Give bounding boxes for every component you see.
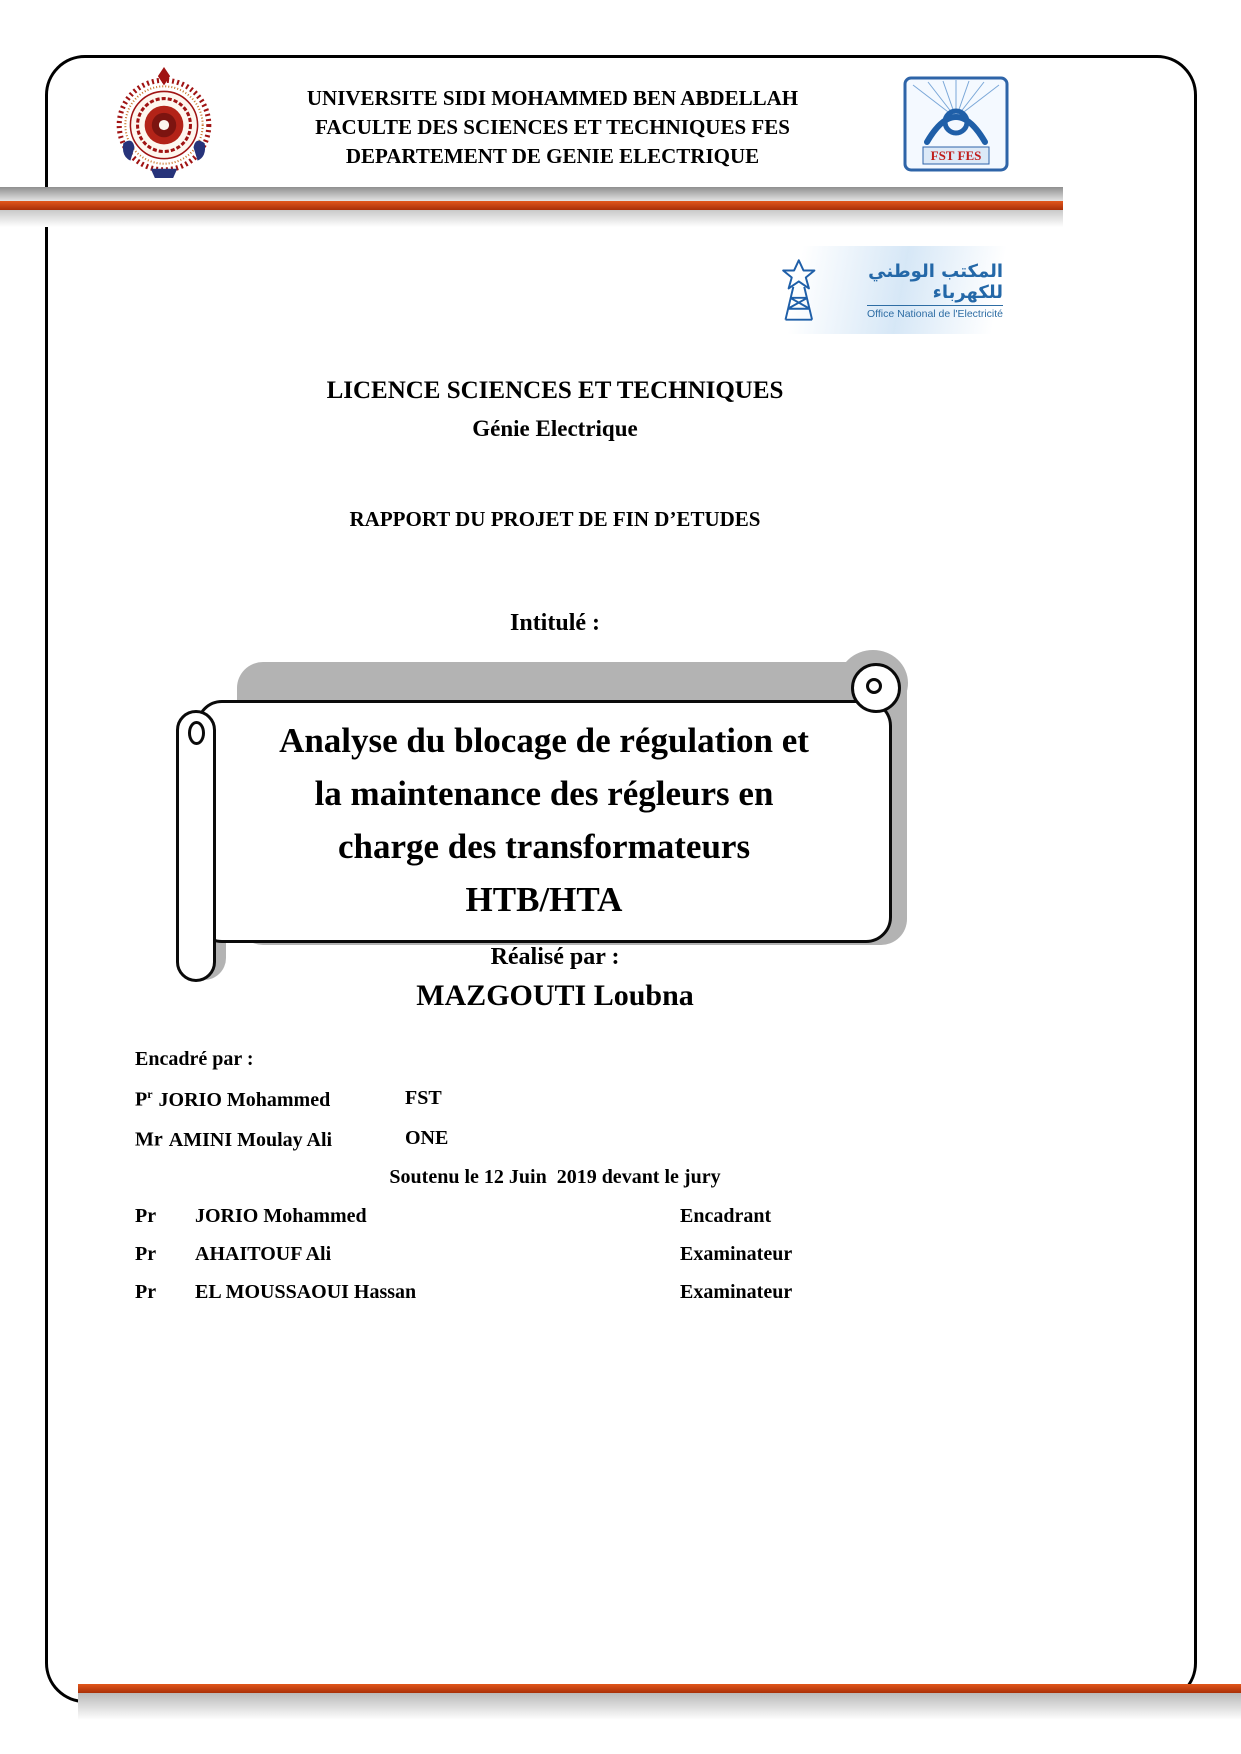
supervisor-name: $P^r$ JORIO Mohammed	[135, 1087, 331, 1111]
title-line3: charge des transformateurs	[337, 827, 751, 866]
one-logo	[763, 246, 1013, 334]
supervisor-row	[135, 1127, 915, 1152]
supervisor-org: FST	[405, 1087, 442, 1109]
fst-fes-logo-icon	[903, 76, 1009, 177]
jury-member-name: AHAITOUF Ali	[195, 1243, 332, 1265]
author-name: MAZGOUTI Loubna	[416, 979, 694, 1012]
superscript: r	[147, 1087, 153, 1101]
report-title	[199, 703, 889, 926]
title-line4: HTB/HTA	[465, 880, 623, 919]
one-logo-text	[833, 261, 1003, 320]
jury-member-role: Encadrant	[680, 1205, 772, 1227]
jury-member-title: Pr	[135, 1205, 157, 1227]
decorative-band-top	[0, 187, 1063, 227]
realise-par-label: Réalisé par :	[490, 944, 620, 970]
university-name: UNIVERSITE SIDI MOHAMMED BEN ABDELLAH	[306, 86, 799, 110]
electric-pylon-star-icon	[773, 249, 825, 331]
program-line1: LICENCE SCIENCES ET TECHNIQUES	[326, 377, 784, 404]
encadre-par-label: Encadré par :	[135, 1048, 254, 1070]
title-line2: la maintenance des régleurs en	[314, 774, 774, 813]
institution-header	[230, 84, 875, 171]
faculty-name: FACULTE DES SCIENCES ET TECHNIQUES FES	[315, 115, 790, 139]
program-block	[70, 372, 1040, 448]
fst-logo-label: FST FES	[930, 148, 982, 163]
supervisor-name: Mr AMINI Moulay Ali	[135, 1128, 333, 1151]
title-line1: Analyse du blocage de régulation et	[279, 721, 809, 760]
department-name: DEPARTEMENT DE GENIE ELECTRIQUE	[345, 144, 760, 168]
jury-row	[135, 1243, 1065, 1266]
scroll-top-right-curl-eye	[866, 678, 882, 694]
supervisor-row	[135, 1087, 915, 1112]
scroll-left-roll-eye	[188, 721, 205, 745]
one-arabic-name: المكتب الوطني للكهرباء	[868, 260, 1003, 303]
university-seal-icon	[113, 66, 215, 185]
jury-row	[135, 1205, 1065, 1228]
program-line2: Génie Electrique	[472, 416, 638, 441]
decorative-band-bottom	[78, 1684, 1241, 1720]
defense-line: Soutenu le 12 Juin 2019 devant le jury	[389, 1166, 721, 1188]
one-caption: Office National de l'Electricité	[867, 305, 1003, 320]
jury-row	[135, 1281, 1065, 1304]
jury-member-role: Examinateur	[680, 1281, 793, 1303]
supervisor-org: ONE	[405, 1127, 449, 1149]
report-type: RAPPORT DU PROJET DE FIN D’ETUDES	[349, 507, 761, 531]
jury-member-name: EL MOUSSAOUI Hassan	[195, 1281, 417, 1303]
title-scroll-banner	[196, 700, 892, 943]
jury-member-name: JORIO Mohammed	[195, 1205, 367, 1227]
jury-member-title: Pr	[135, 1243, 157, 1265]
jury-member-role: Examinateur	[680, 1243, 793, 1265]
intitule-label: Intitulé :	[510, 610, 600, 636]
scroll-left-roll	[176, 710, 216, 982]
jury-member-title: Pr	[135, 1281, 157, 1303]
